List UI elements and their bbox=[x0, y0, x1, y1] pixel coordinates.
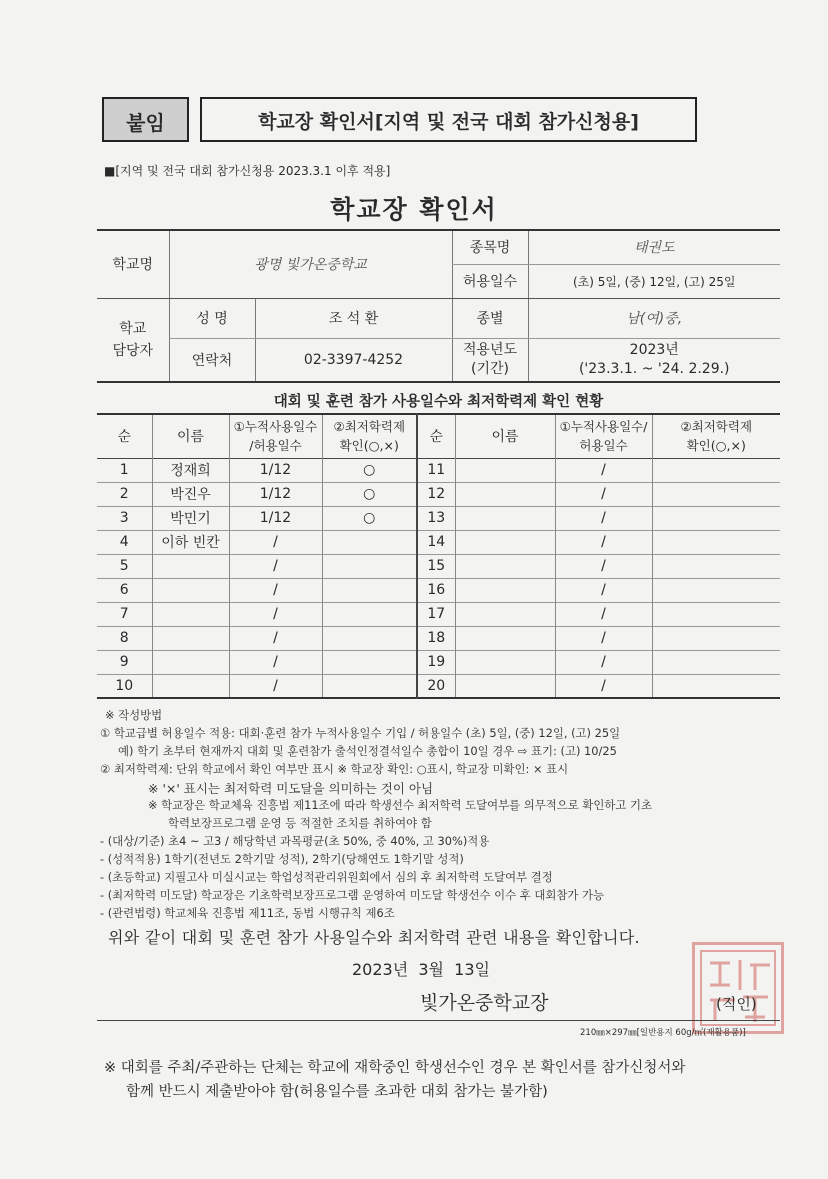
name-label: 성 명 bbox=[169, 298, 255, 338]
row-days: / bbox=[555, 530, 652, 554]
header-days-line2: /허용일수 bbox=[249, 438, 302, 454]
heading: 학교장 확인서[지역 및 전국 대회 참가신청용] bbox=[258, 111, 639, 133]
principal-name: 빛가온중학교장 bbox=[420, 992, 549, 1014]
row-no: 10 bbox=[115, 677, 134, 694]
row-check bbox=[652, 602, 780, 626]
row-no: 6 bbox=[119, 582, 129, 598]
row-check: ○ bbox=[322, 482, 417, 506]
row-check bbox=[652, 458, 780, 482]
guide-line: ※ 작성방법 bbox=[105, 708, 163, 722]
row-no: 15 bbox=[417, 554, 455, 578]
guide-line: - (대상/기준) 초4 ~ 고3 / 해당학년 과목평균(초 50%, 중 40%, 고 30%)적용 bbox=[100, 834, 490, 848]
row-days: / bbox=[555, 602, 652, 626]
table-row bbox=[97, 602, 780, 626]
year-label-line2: (기간) bbox=[471, 360, 509, 377]
table-row bbox=[97, 626, 780, 650]
year-label-line1: 적용년도 bbox=[462, 341, 518, 358]
row-days: / bbox=[555, 578, 652, 602]
year-value-line2: ('23.3.1. ~ '24. 2.29.) bbox=[578, 360, 730, 377]
event-value: 태권도 bbox=[528, 230, 780, 264]
status-table bbox=[97, 413, 780, 699]
info-table bbox=[97, 229, 780, 383]
table-caption: 대회 및 훈련 참가 사용일수와 최저학력제 확인 현황 bbox=[273, 394, 604, 410]
document-title: 학교장 확인서 bbox=[330, 195, 498, 224]
row-name bbox=[455, 554, 555, 578]
row-no: 4 bbox=[119, 534, 129, 550]
row-name bbox=[455, 506, 555, 530]
row-check bbox=[322, 578, 417, 602]
manager-label-line1: 학교 bbox=[119, 320, 147, 337]
guide-line: - (관련법령) 학교체육 진흥법 제11조, 동법 시행규칙 제6조 bbox=[100, 906, 395, 920]
row-name bbox=[455, 626, 555, 650]
row-check bbox=[322, 674, 417, 698]
header-check-right bbox=[652, 414, 780, 458]
table-row bbox=[97, 554, 780, 578]
row-no: 19 bbox=[417, 650, 455, 674]
row-days: 1/12 bbox=[229, 458, 322, 482]
table-row bbox=[97, 650, 780, 674]
header-check-line2: 확인(○,×) bbox=[339, 438, 399, 454]
row-no: 11 bbox=[417, 458, 455, 482]
row-check bbox=[652, 506, 780, 530]
seal-pattern-icon bbox=[695, 945, 781, 1031]
guide-line: - (성적적용) 1학기(전년도 2학기말 성적), 2학기(당해연도 1학기말 성적) bbox=[100, 852, 464, 866]
attachment-tag-label: 붙임 bbox=[126, 111, 165, 135]
row-days: / bbox=[555, 506, 652, 530]
header-days-right-line1: ①누적사용일수/ bbox=[559, 419, 648, 435]
row-name bbox=[455, 674, 555, 698]
contact-value: 02-3397-4252 bbox=[255, 338, 452, 382]
header-no: 순 bbox=[117, 429, 132, 446]
row-name bbox=[455, 530, 555, 554]
row-check bbox=[322, 650, 417, 674]
bottom-divider bbox=[97, 1020, 780, 1021]
header-days-right-line2: 허용일수 bbox=[579, 438, 628, 454]
row-name bbox=[152, 602, 229, 626]
row-no: 17 bbox=[417, 602, 455, 626]
contact-label: 연락처 bbox=[169, 338, 255, 382]
row-check bbox=[322, 626, 417, 650]
row-name: 박진우 bbox=[152, 482, 229, 506]
row-days: / bbox=[229, 674, 322, 698]
row-check bbox=[322, 530, 417, 554]
row-name bbox=[455, 650, 555, 674]
row-check bbox=[652, 626, 780, 650]
header-check bbox=[322, 414, 417, 458]
header-check-right-line1: ②최저학력제 bbox=[680, 419, 753, 435]
row-no: 13 bbox=[417, 506, 455, 530]
row-name bbox=[152, 650, 229, 674]
row-check bbox=[652, 554, 780, 578]
confirm-text: 위와 같이 대회 및 훈련 참가 사용일수와 최저학력 관련 내용을 확인합니다. bbox=[108, 928, 640, 947]
table-row bbox=[97, 506, 780, 530]
row-no: 20 bbox=[417, 674, 455, 698]
school-label: 학교명 bbox=[97, 230, 169, 298]
table-row bbox=[97, 482, 780, 506]
row-days: / bbox=[229, 602, 322, 626]
row-check bbox=[652, 650, 780, 674]
table-row bbox=[97, 674, 780, 698]
header-days-line1: ①누적사용일수 bbox=[233, 419, 318, 435]
guide-line: ※ 학교장은 학교체육 진흥법 제11조에 따라 학생선수 최저학력 도달여부를 의무적으로 확인하고 기초 bbox=[148, 798, 653, 812]
row-no: 5 bbox=[119, 558, 129, 574]
manager-label bbox=[97, 298, 169, 382]
row-no: 14 bbox=[417, 530, 455, 554]
header-days bbox=[229, 414, 322, 458]
header-no-right: 순 bbox=[417, 414, 455, 458]
row-name bbox=[152, 674, 229, 698]
footer-note-line1: ※ 대회를 주최/주관하는 단체는 학교에 재학중인 학생선수인 경우 본 확인서를 참가신청서와 bbox=[104, 1060, 686, 1076]
header-name-right: 이름 bbox=[455, 414, 555, 458]
header-days-right bbox=[555, 414, 652, 458]
header-name: 이름 bbox=[152, 414, 229, 458]
table-row bbox=[97, 578, 780, 602]
year-value bbox=[528, 338, 780, 382]
row-no: 2 bbox=[119, 486, 129, 502]
manager-label-line2: 담당자 bbox=[112, 342, 154, 359]
table-row bbox=[97, 530, 780, 554]
confirm-date: 2023년 3월 13일 bbox=[352, 960, 490, 979]
allow-label: 허용일수 bbox=[452, 264, 528, 298]
row-check bbox=[652, 482, 780, 506]
row-name bbox=[152, 626, 229, 650]
header-check-right-line2: 확인(○,×) bbox=[686, 438, 746, 454]
row-days: / bbox=[555, 650, 652, 674]
row-check bbox=[322, 602, 417, 626]
row-name bbox=[455, 482, 555, 506]
row-days: / bbox=[229, 626, 322, 650]
row-days: / bbox=[229, 554, 322, 578]
event-label: 종목명 bbox=[452, 230, 528, 264]
row-days: / bbox=[555, 482, 652, 506]
row-no: 18 bbox=[417, 626, 455, 650]
row-days: / bbox=[229, 578, 322, 602]
year-value-line1: 2023년 bbox=[629, 341, 679, 358]
name-value: 조 석 환 bbox=[255, 298, 452, 338]
guide-line: ② 최저학력제: 단위 학교에서 확인 여부만 표시 ※ 학교장 확인: ○표시, 학교장 미확인: × 표시 bbox=[100, 762, 569, 776]
row-no: 16 bbox=[417, 578, 455, 602]
row-name bbox=[152, 578, 229, 602]
row-days: 1/12 bbox=[229, 506, 322, 530]
row-check bbox=[652, 530, 780, 554]
row-name bbox=[152, 554, 229, 578]
guide-line: 예) 학기 초부터 현재까지 대회 및 훈련참가 출석인정결석일수 총합이 10일 경우 ⇨ 표기: (고) 10/25 bbox=[118, 744, 617, 758]
row-days: / bbox=[555, 458, 652, 482]
row-name: 정재희 bbox=[152, 458, 229, 482]
row-name: 박민기 bbox=[152, 506, 229, 530]
seal-label: (직인) bbox=[716, 995, 757, 1013]
row-check bbox=[652, 674, 780, 698]
row-days: / bbox=[555, 554, 652, 578]
subheading: ■[지역 및 전국 대회 참가신청용 2023.3.1 이후 적용] bbox=[104, 164, 391, 178]
row-check bbox=[322, 554, 417, 578]
row-check bbox=[652, 578, 780, 602]
paper-spec: 210㎜×297㎜[일반용지 60g/㎡(재활용품)] bbox=[580, 1028, 746, 1038]
row-no: 1 bbox=[119, 462, 129, 478]
table-row bbox=[97, 458, 780, 482]
row-name: 이하 빈칸 bbox=[152, 530, 229, 554]
row-days: 1/12 bbox=[229, 482, 322, 506]
gender-label: 종별 bbox=[452, 298, 528, 338]
row-no: 9 bbox=[119, 654, 129, 670]
row-name bbox=[455, 578, 555, 602]
row-name bbox=[455, 458, 555, 482]
row-no: 7 bbox=[119, 606, 129, 622]
row-days: / bbox=[229, 650, 322, 674]
guide-line: ① 학교급별 허용일수 적용: 대회·훈련 참가 누적사용일수 기입 / 허용일수 (초) 5일, (중) 12일, (고) 25일 bbox=[100, 726, 621, 740]
row-check: ○ bbox=[322, 458, 417, 482]
guide-line: - (초등학교) 지필고사 미실시교는 학업성적관리위원회에서 심의 후 최저학력 도달여부 결정 bbox=[100, 870, 553, 884]
row-no: 12 bbox=[417, 482, 455, 506]
row-check: ○ bbox=[322, 506, 417, 530]
row-days: / bbox=[229, 530, 322, 554]
footer-note-line2: 함께 반드시 제출받아야 함(허용일수를 초과한 대회 참가는 불가함) bbox=[126, 1084, 548, 1100]
year-label bbox=[452, 338, 528, 382]
guide-line: 학력보장프로그램 운영 등 적절한 조치를 취하여야 함 bbox=[168, 816, 432, 830]
guide-line: - (최저학력 미도달) 학교장은 기초학력보장프로그램 운영하여 미도달 학생선수 이수 후 대회참가 가능 bbox=[100, 888, 604, 902]
row-days: / bbox=[555, 674, 652, 698]
header-check-line1: ②최저학력제 bbox=[333, 419, 406, 435]
school-value: 광명 빛가온중학교 bbox=[169, 230, 452, 298]
row-no: 3 bbox=[119, 510, 129, 526]
row-days: / bbox=[555, 626, 652, 650]
guide-line: ※ '×' 표시는 최저학력 미도달을 의미하는 것이 아님 bbox=[148, 781, 434, 796]
allow-value: (초) 5일, (중) 12일, (고) 25일 bbox=[528, 264, 780, 298]
row-no: 8 bbox=[119, 630, 129, 646]
row-name bbox=[455, 602, 555, 626]
gender-value: 남(여)중, bbox=[528, 298, 780, 338]
